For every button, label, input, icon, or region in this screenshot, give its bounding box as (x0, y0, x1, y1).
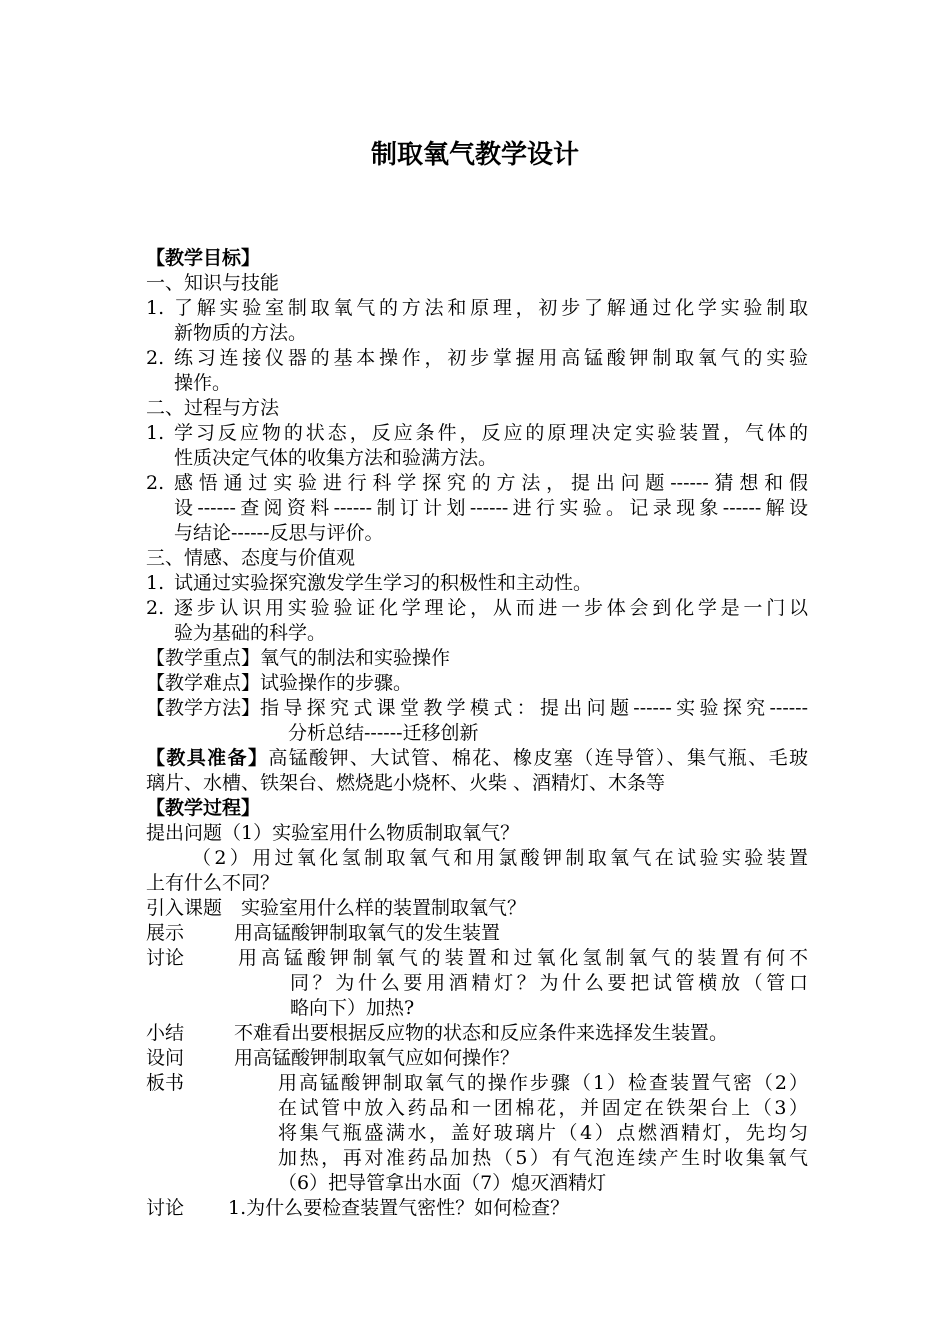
list-item: 1. 了解实验室制取氧气的方法和原理，初步了解通过化学实验制取 新物质的方法。 (146, 297, 808, 344)
list-item: 1. 学习反应物的状态，反应条件，反应的原理决定实验装置，气体的 性质决定气体的收集方法和验满方法。 (146, 422, 808, 469)
question-row (146, 1046, 808, 1071)
process-heading: 【教学过程】 (146, 797, 261, 819)
board-label: 板书 (146, 1072, 185, 1094)
tools-text-cont: 璃片、水槽、铁架台、燃烧匙小烧杯、火柴 、酒精灯、木条等 (146, 772, 666, 794)
summary-text: 不难看出要根据反应物的状态和反应条件来选择发生装置。 (234, 1022, 729, 1044)
teaching-method (146, 696, 808, 746)
method-label: 【教学方法】 (146, 697, 261, 719)
summary-label: 小结 (146, 1022, 185, 1044)
tools-text: 高锰酸钾、大试管、棉花、橡皮塞（连导管）、集气瓶、毛玻 (268, 747, 808, 769)
method-text-cont: 分析总结------迁移创新 (288, 722, 479, 744)
question-2: （2）用过氧化氢制取氧气和用氯酸钾制取氧气在试验实验装置 (192, 847, 808, 869)
show-row (146, 921, 808, 946)
list-item: 2. 逐步认识用实验验证化学理论，从而进一步体会到化学是一门以 验为基础的科学。 (146, 597, 808, 644)
show-label: 展示 (146, 922, 185, 944)
goals-heading: 【教学目标】 (146, 247, 261, 269)
question-2-cont: 上有什么不同？ (146, 872, 280, 894)
discussion-label: 讨论 (146, 947, 185, 969)
discussion-2-label: 讨论 (146, 1197, 185, 1219)
discussion-2-row (146, 1196, 808, 1221)
question-text: 用高锰酸钾制取氧气应如何操作？ (234, 1047, 520, 1069)
section-knowledge-skills: 一、知识与技能 (146, 272, 280, 294)
intro-topic: 引入课题 实验室用什么样的装置制取氧气？ (146, 897, 527, 919)
board-row: 板书 用高锰酸钾制取氧气的操作步骤（1）检查装置气密（2） 在试管中放入药品和一团棉花，并固定在铁架台上（3） 将集气瓶盛满水，盖好玻璃片（4）点燃酒精灯，先均匀 加热，再对准药品加热（5）有气泡连续产生时收集氧气 （6）把导管拿出水面（7）熄灭酒精灯 (146, 1072, 808, 1194)
question-label: 设问 (146, 1047, 185, 1069)
list-item: 2. 练习连接仪器的基本操作，初步掌握用高锰酸钾制取氧气的实验 操作。 (146, 347, 808, 394)
list-item: 2. 感悟通过实验进行科学探究的方法，提出问题------猜想和假 设------查阅资料------制订计划------进行实验。记录现象------解设 与结论------反思与评价。 (146, 472, 808, 544)
section-values: 三、情感、态度与价值观 (146, 547, 356, 569)
document-body (146, 246, 808, 1221)
discussion-text: 用高锰酸钾制氧气的装置和过氧化氢制氧气的装置有何不 (238, 947, 808, 969)
tools-prep (146, 746, 808, 796)
question-1: 提出问题（1）实验室用什么物质制取氧气？ (146, 822, 520, 844)
method-text: 指导探究式课堂教学模式：提出问题------实验探究------ (260, 697, 808, 719)
key-point: 【教学重点】氧气的制法和实验操作 (146, 647, 451, 669)
tools-label: 【教具准备】 (146, 747, 269, 769)
list-item: 1. 试通过实验探究激发学生学习的积极性和主动性。 (146, 572, 593, 594)
section-process-method: 二、过程与方法 (146, 397, 280, 419)
page-title: 制取氧气教学设计 (370, 140, 579, 170)
discussion-row: 讨论 用高锰酸钾制氧气的装置和过氧化氢制氧气的装置有何不 同？为什么要用酒精灯？为什么要把试管横放（管口 略向下）加热? (146, 947, 808, 1019)
show-text: 用高锰酸钾制取氧气的发生装置 (234, 922, 501, 944)
difficulty-point: 【教学难点】试验操作的步骤。 (146, 672, 413, 694)
discussion-2-text: 1.为什么要检查装置气密性？如何检查？ (228, 1197, 570, 1219)
summary-row (146, 1021, 808, 1046)
